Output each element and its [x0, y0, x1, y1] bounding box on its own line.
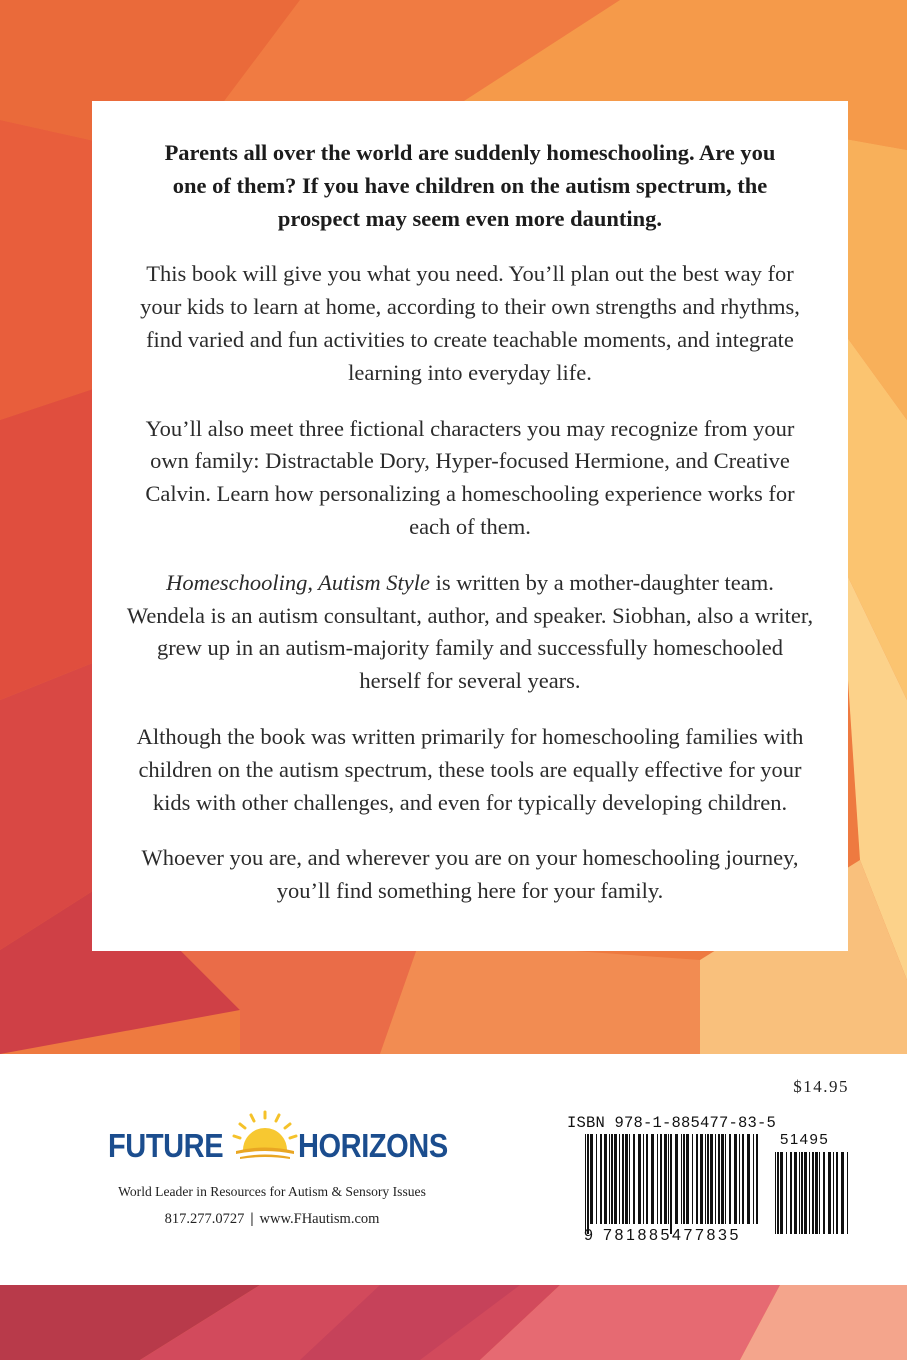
barcode-bar — [780, 1152, 783, 1234]
sun-icon — [230, 1110, 300, 1168]
barcode-bar — [622, 1134, 624, 1224]
barcode-bar — [836, 1152, 838, 1234]
barcode-bar — [700, 1134, 703, 1224]
logo-word-future: FUTURE — [108, 1127, 224, 1164]
price: $14.95 — [793, 1077, 849, 1096]
barcode-bar — [799, 1152, 800, 1234]
barcode-bar — [841, 1152, 844, 1234]
footer-band — [0, 1054, 907, 1285]
logo-word-horizons: HORIZONS — [298, 1127, 448, 1164]
paragraph-closing: Whoever you are, and wherever you are on your homeschooling journey, you’ll find something here for your family. — [141, 845, 799, 904]
barcode-bar — [643, 1134, 644, 1224]
book-title: Homeschooling, Autism Style — [166, 569, 431, 595]
barcode-bar — [729, 1134, 731, 1224]
barcode-bar — [794, 1152, 797, 1234]
barcode-bar — [660, 1134, 662, 1224]
barcode-bar — [809, 1152, 810, 1234]
isbn-label: ISBN 978-1-885477-83-5 — [567, 1114, 777, 1132]
lead-line: prospect may seem even more daunting. — [277, 205, 663, 231]
barcode-bar — [707, 1134, 709, 1224]
barcode-bar — [611, 1134, 613, 1224]
barcode-bar — [775, 1152, 776, 1234]
barcode-bar — [604, 1134, 607, 1224]
barcode-bar — [629, 1134, 630, 1224]
website-link[interactable]: www.FHautism.com — [259, 1211, 380, 1227]
publisher-contact — [92, 1211, 452, 1228]
isbn-barcode — [567, 1114, 852, 1274]
barcode-bar — [638, 1134, 641, 1224]
barcode-bar — [801, 1152, 803, 1234]
barcode-bar — [847, 1152, 848, 1234]
authors-text: is written by a mother-daughter team. Wendela is an autism consultant, author, and speaker. Siobhan, also a writer, grew up in an autism-majority family and successfully homeschooled herself for several years. — [126, 569, 814, 694]
barcode-bar — [657, 1134, 658, 1224]
barcode-bar — [828, 1152, 831, 1234]
barcode-bar — [833, 1152, 834, 1234]
barcode-bar — [710, 1134, 713, 1224]
barcode-bar — [681, 1134, 682, 1224]
barcode-bar — [625, 1134, 628, 1224]
barcode-bar — [815, 1152, 818, 1234]
barcode-bar — [786, 1152, 787, 1234]
lead-paragraph — [126, 137, 814, 235]
paragraph-audience: Although the book was written primarily for homeschooling families with children on the autism spectrum, these tools are equally effective for your kids with other challenges, and even for typically developing children. — [136, 723, 804, 815]
barcode-bar — [715, 1134, 716, 1224]
barcode-bar — [668, 1134, 669, 1224]
barcode-bar — [742, 1134, 744, 1224]
ean-addon-digits: 51495 — [780, 1131, 830, 1148]
lead-line: Parents all over the world are suddenly homeschooling. Are you — [164, 140, 776, 165]
ean-digits: 781885477835 — [603, 1227, 741, 1244]
barcode-bar — [651, 1134, 654, 1224]
publisher-logo — [108, 1110, 453, 1170]
barcode-bar — [670, 1134, 672, 1234]
barcode-bar — [614, 1134, 617, 1224]
paragraph-characters: You’ll also meet three fictional characters you may recognize from your own family: Distractable Dory, Hyper-focused Hermione, and Creative Calvin. Learn how personalizing a homeschooling experience works for each of them. — [145, 415, 795, 539]
back-cover-blurb — [92, 101, 848, 951]
barcode-bar — [790, 1152, 792, 1234]
barcode-bar — [587, 1134, 589, 1234]
barcode-bar — [777, 1152, 779, 1234]
barcode-bar — [596, 1134, 597, 1224]
barcode-bar — [664, 1134, 667, 1224]
barcode-bar — [725, 1134, 726, 1224]
barcode-bar — [619, 1134, 620, 1224]
ean-first-digit: 9 — [584, 1227, 593, 1244]
barcode-bar — [747, 1134, 750, 1224]
lead-line: one of them? If you have children on the autism spectrum, the — [172, 172, 768, 198]
barcode-bar — [734, 1134, 737, 1224]
barcode-bar — [683, 1134, 685, 1224]
phone-number: 817.277.0727 — [164, 1211, 245, 1227]
barcode-bar — [819, 1152, 820, 1234]
barcode-bar — [721, 1134, 724, 1224]
barcode-bar — [633, 1134, 635, 1224]
paragraph-authors — [126, 567, 814, 698]
barcode-bar — [696, 1134, 698, 1224]
paragraph-what-you-need: This book will give you what you need. You’ll plan out the best way for your kids to learn at home, according to their own strengths and rhythms, find varied and fun activities to create teachable moments, and integrate learning into everyday life. — [140, 261, 800, 385]
barcode-bar — [718, 1134, 720, 1224]
barcode-bar — [812, 1152, 814, 1234]
publisher-tagline: World Leader in Resources for Autism & Sensory Issues — [118, 1184, 426, 1199]
barcode-bar — [756, 1134, 758, 1224]
barcode-bar — [675, 1134, 678, 1224]
barcode-bar — [646, 1134, 648, 1224]
barcode-bar — [739, 1134, 740, 1224]
barcode-bar — [692, 1134, 693, 1224]
barcode-bar — [600, 1134, 602, 1224]
barcode-bar — [585, 1134, 586, 1234]
barcode-bar — [590, 1134, 593, 1224]
barcode-bar — [753, 1134, 754, 1224]
barcode-bar — [804, 1152, 807, 1234]
contact-separator: | — [250, 1211, 254, 1227]
barcode-bar — [686, 1134, 689, 1224]
barcode-bar — [705, 1134, 706, 1224]
barcode-bar — [609, 1134, 610, 1224]
barcode-bar — [823, 1152, 825, 1234]
